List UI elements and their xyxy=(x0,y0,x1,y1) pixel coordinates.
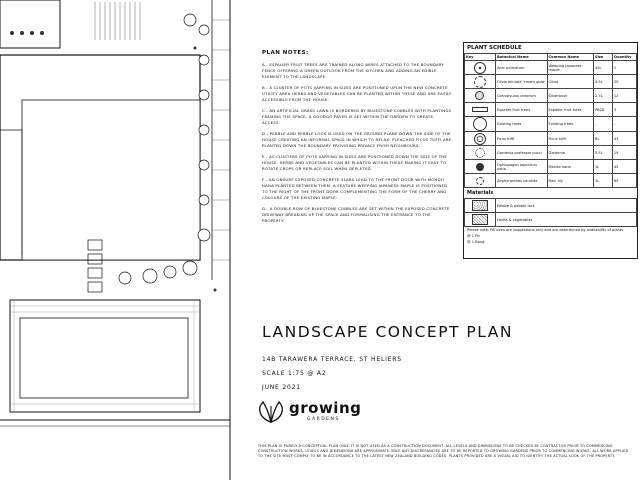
table-cell: 3.5L xyxy=(593,75,612,89)
table-row xyxy=(465,132,637,146)
ficus-symbol-icon xyxy=(474,133,486,145)
table-cell: 45 xyxy=(612,160,636,174)
clivia-symbol-icon xyxy=(474,76,486,88)
table-row xyxy=(465,199,637,213)
page-title: LANDSCAPE CONCEPT PLAN xyxy=(262,323,513,341)
plant-schedule xyxy=(463,42,638,259)
table-cell: 43 xyxy=(612,132,636,146)
table-cell: 2.5L xyxy=(593,89,612,103)
table-cell: Weeping Japanese maple xyxy=(547,61,593,75)
table-cell: Pebble & pebble lock xyxy=(495,199,636,213)
plan-notes xyxy=(262,62,452,229)
table-cell: Gardenia professor pucci xyxy=(495,146,547,160)
table-cell: Clivia miniata 'cream glow' xyxy=(495,75,547,89)
pb-note-1: @ 1 Pb xyxy=(467,234,480,238)
mondo-symbol-icon xyxy=(476,163,484,171)
growing-gardens-logo xyxy=(255,397,365,425)
table-cell: Gardenia xyxy=(547,146,593,160)
note-f: F - AN ONSURF EXPOSED CONCRETE SLABS LEAD TO THE FRONT DOOR WITH MONDO NANA PLANTED BETWEEN THEM. A FEATURE WEEPING JAPANESE MAPLE IS POSITIONED TO THE RIGHT OF THE FRONT DOOR COMPLEMENTING THE FORM OF THE CHERRY AND COLOURS OF THE EXISTING MAPLE. xyxy=(262,177,448,200)
scale: SCALE 1:75 @ A2 xyxy=(262,370,327,377)
table-cell: Clivia xyxy=(547,75,593,89)
table-cell: Existing trees xyxy=(495,117,547,132)
col-size: Size xyxy=(593,54,612,61)
table-cell: Ophiopogon japonicus nana xyxy=(495,160,547,174)
table-row xyxy=(465,103,637,117)
logo-word: growing xyxy=(289,399,362,417)
table-cell: 12 xyxy=(612,89,636,103)
table-row xyxy=(465,160,637,174)
rain-lily-symbol-icon xyxy=(476,177,484,185)
note-e: E - AS CLUSTERS OF POTS VARYING IN SIZES ARE POSITIONED DOWN THE SIDE OF THE HOUSE. HERBS AND VEGETABLES CAN BE PLANTED WITHIN THESE MAKING IT EASY TO ROTATE CROPS OR REPLACE SOIL WHEN DEPLETED. xyxy=(262,154,448,171)
date: JUNE 2021 xyxy=(262,384,301,391)
please-note: Please note: PB sizes are suggestions only and are determined by availability of plants xyxy=(467,228,624,232)
address: 14B TARAWERA TERRACE, ST HELIERS xyxy=(262,356,402,363)
col-quantity: Quantity xyxy=(612,54,636,61)
table-row xyxy=(465,174,637,188)
table-row xyxy=(465,75,637,89)
table-cell: Ficus tuffi xyxy=(495,132,547,146)
table-cell: Mondo nana xyxy=(547,160,593,174)
note-c: C - AN ARTIFICIAL GRASS LAWN IS BORDERED BY BLUESTONE COBBLES WITH PLANTINGS FRAMING THE SPACE. A GOODGO PAVER IS SET WITHIN THE GARDEN TO CREATE ACCESS. xyxy=(262,108,452,125)
table-cell: 45L xyxy=(593,61,612,75)
table-cell: - xyxy=(612,117,636,132)
col-botanical: Botanical Name xyxy=(495,54,547,61)
table-cell: 20 xyxy=(612,75,636,89)
espalier-symbol-icon xyxy=(472,107,488,112)
table-cell: Acer palmatum xyxy=(495,61,547,75)
table-cell: Ficus tuffi xyxy=(547,132,593,146)
logo-sub: GARDENS xyxy=(307,417,340,422)
table-cell: Espalier fruit trees xyxy=(547,103,593,117)
note-d: D - PEBBLE AND PEBBLE LOCK IS USED ON THE GROUND PLANE DOWN THE SIDE OF THE HOUSE CREATING AN INFORMAL SPACE IN WHICH TO RELAX. PLEACHED FICUS TUFFI ARE PLANTED DOWN THE BOUNDARY PROVIDING PRIVACY FROM NEIGHBOURS. xyxy=(262,131,452,148)
table-cell: Silverbush xyxy=(547,89,593,103)
table-cell: Espalier fruit trees xyxy=(495,103,547,117)
existing-tree-symbol-icon xyxy=(473,117,487,131)
silverbush-symbol-icon xyxy=(475,91,484,100)
table-cell: - xyxy=(593,117,612,132)
table-cell: 3 xyxy=(612,103,636,117)
gardenia-symbol-icon xyxy=(475,148,485,158)
table-cell: Existing trees xyxy=(547,117,593,132)
note-a: A - ESPALIER FRUIT TREES ARE TRAINED ALONG WIRES ATTACHED TO THE BOUNDARY FENCE OFFERING A GREEN OUTLOOK FROM THE KITCHEN AND ADDING AN EDIBLE ELEMENT TO THE LANDSCAPE. xyxy=(262,62,445,79)
table-cell: Zephyranthes candida xyxy=(495,174,547,188)
disclaimer: THIS PLAN IS PURELY A CONCEPTUAL PLAN ONLY. IT IS NOT USED AS A CONSTRUCTION DOCUMENT. ALL LEVELS AND DIMENSIONS TO BE CHECKED BY CONTRACTOR PRIOR TO COMMENCING CONSTRUCTION WORKS. LEVELS AND DIMENSIONS ARE APPROXIMATE ONLY. ANY DISCREPANCIES ARE TO BE REPORTED TO GROWING GARDENS PRIOR TO COMMENCING WORKS. ALL WORK APPLIED TO THE SITE MUST COMPLY TO BE IN ACCORDANCE TO THE LATEST NEW ZEALAND BUILDING CODES. PLANTS PROVIDED ARE A VISUAL AID TO IDENTIFY THE ACTUAL LOOK OF THE PROPERTY. xyxy=(258,444,629,458)
table-cell: 5.5L xyxy=(593,146,612,160)
plant-schedule-table xyxy=(464,53,637,188)
table-cell: PB28 xyxy=(593,103,612,117)
plant-schedule-title: PLANT SCHEDULE xyxy=(467,45,522,51)
table-cell: 19 xyxy=(612,146,636,160)
materials-table xyxy=(464,198,637,227)
table-cell: 1 xyxy=(612,61,636,75)
table-cell: 1L xyxy=(593,160,612,174)
table-row xyxy=(465,61,637,75)
driveway xyxy=(10,300,200,412)
table-header-row xyxy=(465,54,637,61)
table-row xyxy=(465,117,637,132)
table-cell: Convolvulus cneorum xyxy=(495,89,547,103)
table-row xyxy=(465,213,637,227)
note-b: B - A CLUSTER OF POTS VARYING IN SIZES ARE POSITIONED UPON THE NEW CONCRETE UTILITY AREA HERBS AND VEGETABLES CAN BE PLANTED WITHIN THESE AND ARE EASILY ACCESSIBLE FROM THE HOUSE. xyxy=(262,85,452,102)
pebble-swatch-icon xyxy=(472,200,488,211)
maple-symbol-icon xyxy=(474,62,486,74)
table-row xyxy=(465,146,637,160)
col-common: Common Name xyxy=(547,54,593,61)
table-cell: Herbs & vegetables xyxy=(495,213,636,227)
pb-note-2: @ 1 Bang xyxy=(467,240,485,244)
note-g: G - A DOUBLE ROW OF BLUESTONE COBBLES ARE SET WITHIN THE EXPOSED CONCRETE DRIVEWAY BREAKING UP THE SPACE AND FORMALISING THE ENTRANCE TO THE PROPERTY. xyxy=(262,206,450,223)
table-cell: BL xyxy=(593,132,612,146)
table-row xyxy=(465,89,637,103)
table-cell: Rain lily xyxy=(547,174,593,188)
table-cell: 65 xyxy=(612,174,636,188)
table-cell: 1L xyxy=(593,174,612,188)
col-key: Key xyxy=(465,54,496,61)
site-plan-drawing xyxy=(0,0,240,480)
herbs-swatch-icon xyxy=(472,214,488,225)
materials-title: Materials xyxy=(467,190,494,196)
plan-notes-title: PLAN NOTES: xyxy=(262,50,309,56)
leaf-logo-icon xyxy=(255,398,287,424)
